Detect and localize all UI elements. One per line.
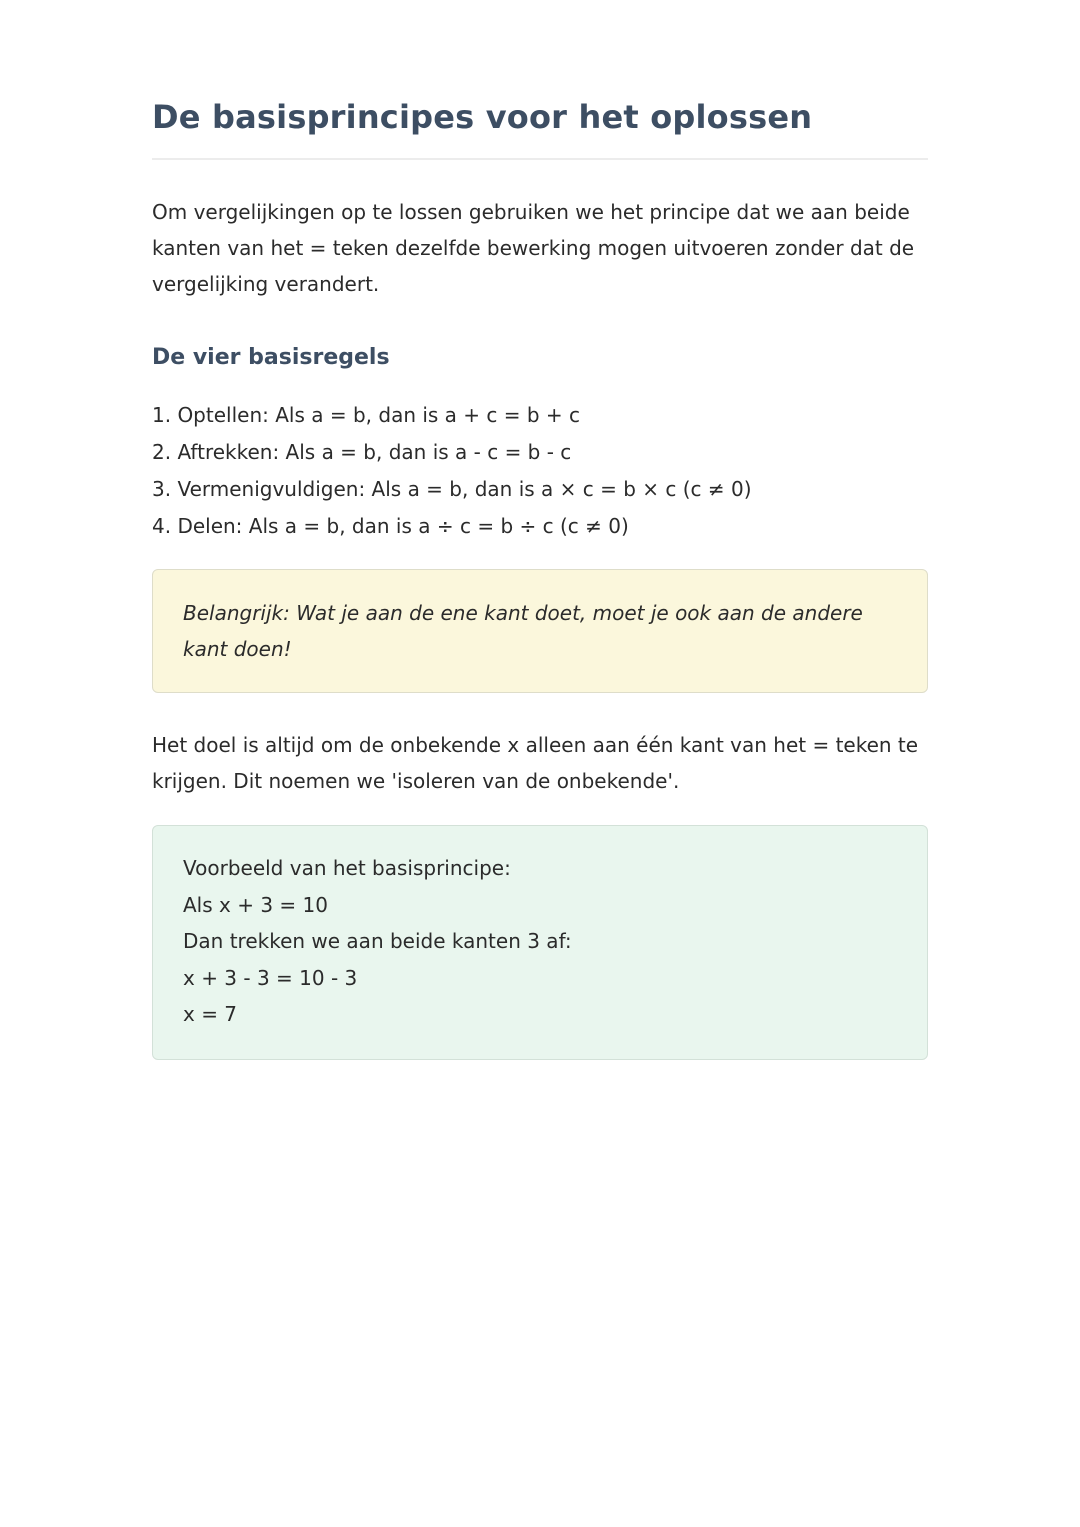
- rule-item-multiplication: 3. Vermenigvuldigen: Als a = b, dan is a × c = b × c (c ≠ 0): [152, 477, 752, 501]
- example-line-result: x = 7: [183, 1002, 238, 1026]
- rule-item-subtraction: 2. Aftrekken: Als a = b, dan is a - c = b - c: [152, 440, 572, 464]
- rules-heading: De vier basisregels: [152, 345, 390, 370]
- goal-paragraph: Het doel is altijd om de onbekende x alleen aan één kant van het = teken te krijgen. Dit noemen we 'isoleren van de onbekende'.: [152, 733, 919, 793]
- example-line-worked-step: x + 3 - 3 = 10 - 3: [183, 965, 358, 990]
- rules-list: [152, 397, 928, 545]
- example-line-title: Voorbeeld van het basisprincipe:: [183, 856, 511, 880]
- example-line-equation: Als x + 3 = 10: [183, 892, 328, 917]
- example-box: [152, 825, 928, 1060]
- important-note-box: [152, 569, 928, 693]
- rule-item-addition: 1. Optellen: Als a = b, dan is a + c = b + c: [152, 403, 581, 427]
- page-title: De basisprincipes voor het oplossen: [152, 96, 928, 160]
- intro-paragraph: Om vergelijkingen op te lossen gebruiken we het principe dat we aan beide kanten van het = teken dezelfde bewerking mogen uitvoeren zonder dat de vergelijking verandert.: [152, 200, 915, 296]
- example-line-step-description: Dan trekken we aan beide kanten 3 af:: [183, 929, 572, 953]
- rule-item-division: 4. Delen: Als a = b, dan is a ÷ c = b ÷ c (c ≠ 0): [152, 514, 629, 538]
- important-note-text: Belangrijk: Wat je aan de ene kant doet, moet je ook aan de andere kant doen!: [183, 601, 863, 661]
